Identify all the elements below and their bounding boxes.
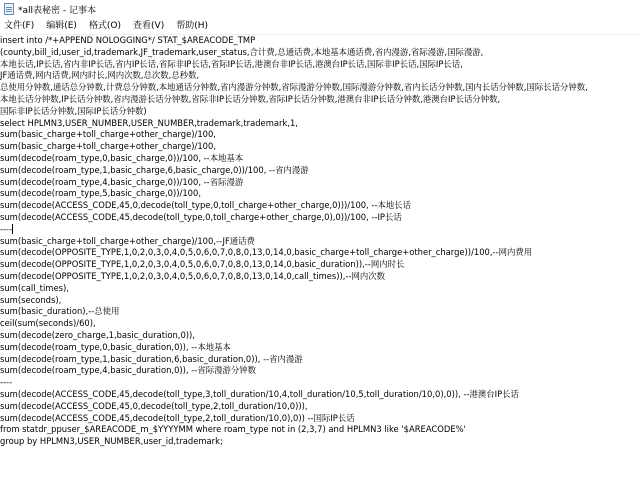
text-line: sum(seconds), [0, 294, 62, 305]
text-line: sum(call_times), [0, 282, 69, 293]
text-line: ---- [0, 223, 13, 234]
menu-file[interactable]: 文件(F) [4, 21, 35, 31]
text-line: sum(decode(roam_type,1,basic_charge,6,basic_charge,0))/100, --省内漫游 [0, 164, 309, 175]
text-line: 本地长话分钟数,IP长话分钟数,省内漫游长话分钟数,省际非IP长话分钟数,省际IP长话分钟数,港澳台非IP长话分钟数,港澳台IP长话分钟数, [0, 93, 501, 104]
text-line: group by HPLMN3,USER_NUMBER,user_id,trademark; [0, 436, 223, 447]
text-line: sum(basic_charge+toll_charge+other_charge)/100, [0, 141, 216, 152]
menu-help[interactable]: 帮助(H) [176, 21, 209, 31]
text-line: select HPLMN3,USER_NUMBER,USER_NUMBER,trademark,trademark,1, [0, 117, 298, 128]
menu-bar [0, 18, 640, 35]
text-line: 国际非IP长话分钟数,国际IP长话分钟数) [0, 105, 147, 116]
text-line: 本地长话,IP长话,省内非IP长话,省内IP长话,省际非IP长话,省际IP长话,港澳台非IP长话,港澳台IP长话,国际非IP长话,国际IP长话, [0, 58, 463, 69]
text-caret [12, 224, 13, 234]
text-line: from statdr_ppuser_$AREACODE_m_$YYYYMM where roam_type not in (2,3,7) and HPLMN3 like '$AREACODE%' [0, 424, 466, 435]
text-line: (county,bill_id,user_id,trademark,JF_trademark,user_status,合计费,总通话费,本地基本通话费,省内漫游,省际漫游,国际漫游, [0, 46, 484, 57]
text-line: sum(decode(ACCESS_CODE,45,decode(toll_type,0,toll_charge+other_charge,0),0))/100, --IP长话 [0, 211, 402, 222]
menu-view[interactable]: 查看(V) [133, 21, 165, 31]
text-line: sum(decode(roam_type,4,basic_charge,0))/100, --省际漫游 [0, 176, 244, 187]
text-line: sum(decode(OPPOSITE_TYPE,1,0,2,0,3,0,4,0,5,0,6,0,7,0,8,0,13,0,14,0,call_times)),--网内次数 [0, 270, 386, 281]
text-line: 总使用分钟数,通话总分钟数,计费总分钟数,本地通话分钟数,省内漫游分钟数,省际漫游分钟数,国际漫游分钟数,省内长话分钟数,国内长话分钟数,国际长话分钟数, [0, 82, 588, 93]
text-line: JF通话费,网内话费,网内时长,网内次数,总次数,总秒数, [0, 70, 200, 81]
text-line: sum(decode(ACCESS_CODE,45,0,decode(toll_type,0,toll_charge+other_charge,0)))/100, --本地长话 [0, 200, 411, 211]
title-bar[interactable] [0, 0, 640, 18]
text-line: sum(decode(roam_type,0,basic_charge,0))/100, --本地基本 [0, 152, 244, 163]
text-line: insert into /*+APPEND NOLOGGING*/ STAT_$AREACODE_TMP [0, 35, 256, 45]
text-line: sum(decode(roam_type,1,basic_duration,6,basic_duration,0)), --省内漫游 [0, 353, 303, 364]
menu-format[interactable]: 格式(O) [88, 21, 122, 31]
text-editor-area[interactable] [0, 35, 640, 477]
text-line: sum(decode(ACCESS_CODE,45,decode(toll_type,3,toll_duration/10,4,toll_duration/10,5,toll_duration/10,0),0)), --港澳台IP长话 [0, 388, 519, 399]
text-line: sum(decode(roam_type,0,basic_duration,0)), --本地基本 [0, 341, 231, 352]
text-line: sum(decode(OPPOSITE_TYPE,1,0,2,0,3,0,4,0,5,0,6,0,7,0,8,0,13,0,14,0,basic_charge+toll_charge+other_charge))/100,--网内费用 [0, 247, 533, 258]
window-title: *all表秘密 - 记事本 [18, 5, 96, 16]
text-line: sum(decode(ACCESS_CODE,45,decode(toll_type,2,toll_duration/10,0),0)) --国际IP长话 [0, 412, 355, 423]
text-line: ---- [0, 377, 13, 388]
text-line: sum(decode(ACCESS_CODE,45,0,decode(toll_type,2,toll_duration/10,0))), [0, 400, 308, 411]
menu-edit[interactable]: 编辑(E) [46, 21, 77, 31]
text-line: sum(decode(OPPOSITE_TYPE,1,0,2,0,3,0,4,0,5,0,6,0,7,0,8,0,13,0,14,0,basic_duration)),--网内时长 [0, 259, 405, 270]
text-line: sum(decode(roam_type,4,basic_duration,0)), --省际漫游分钟数 [0, 365, 256, 376]
text-line: ceil(sum(seconds)/60), [0, 318, 96, 329]
notepad-icon [4, 3, 14, 15]
text-line: sum(decode(roam_type,5,basic_charge,0))/100, [0, 188, 201, 199]
text-line: sum(basic_charge+toll_charge+other_charge)/100, [0, 129, 216, 140]
text-line: sum(decode(zero_charge,1,basic_duration,0)), [0, 329, 195, 340]
text-line: sum(basic_duration),--总使用 [0, 306, 120, 317]
text-line: sum(basic_charge+toll_charge+other_charge)/100,--JF通话费 [0, 235, 255, 246]
